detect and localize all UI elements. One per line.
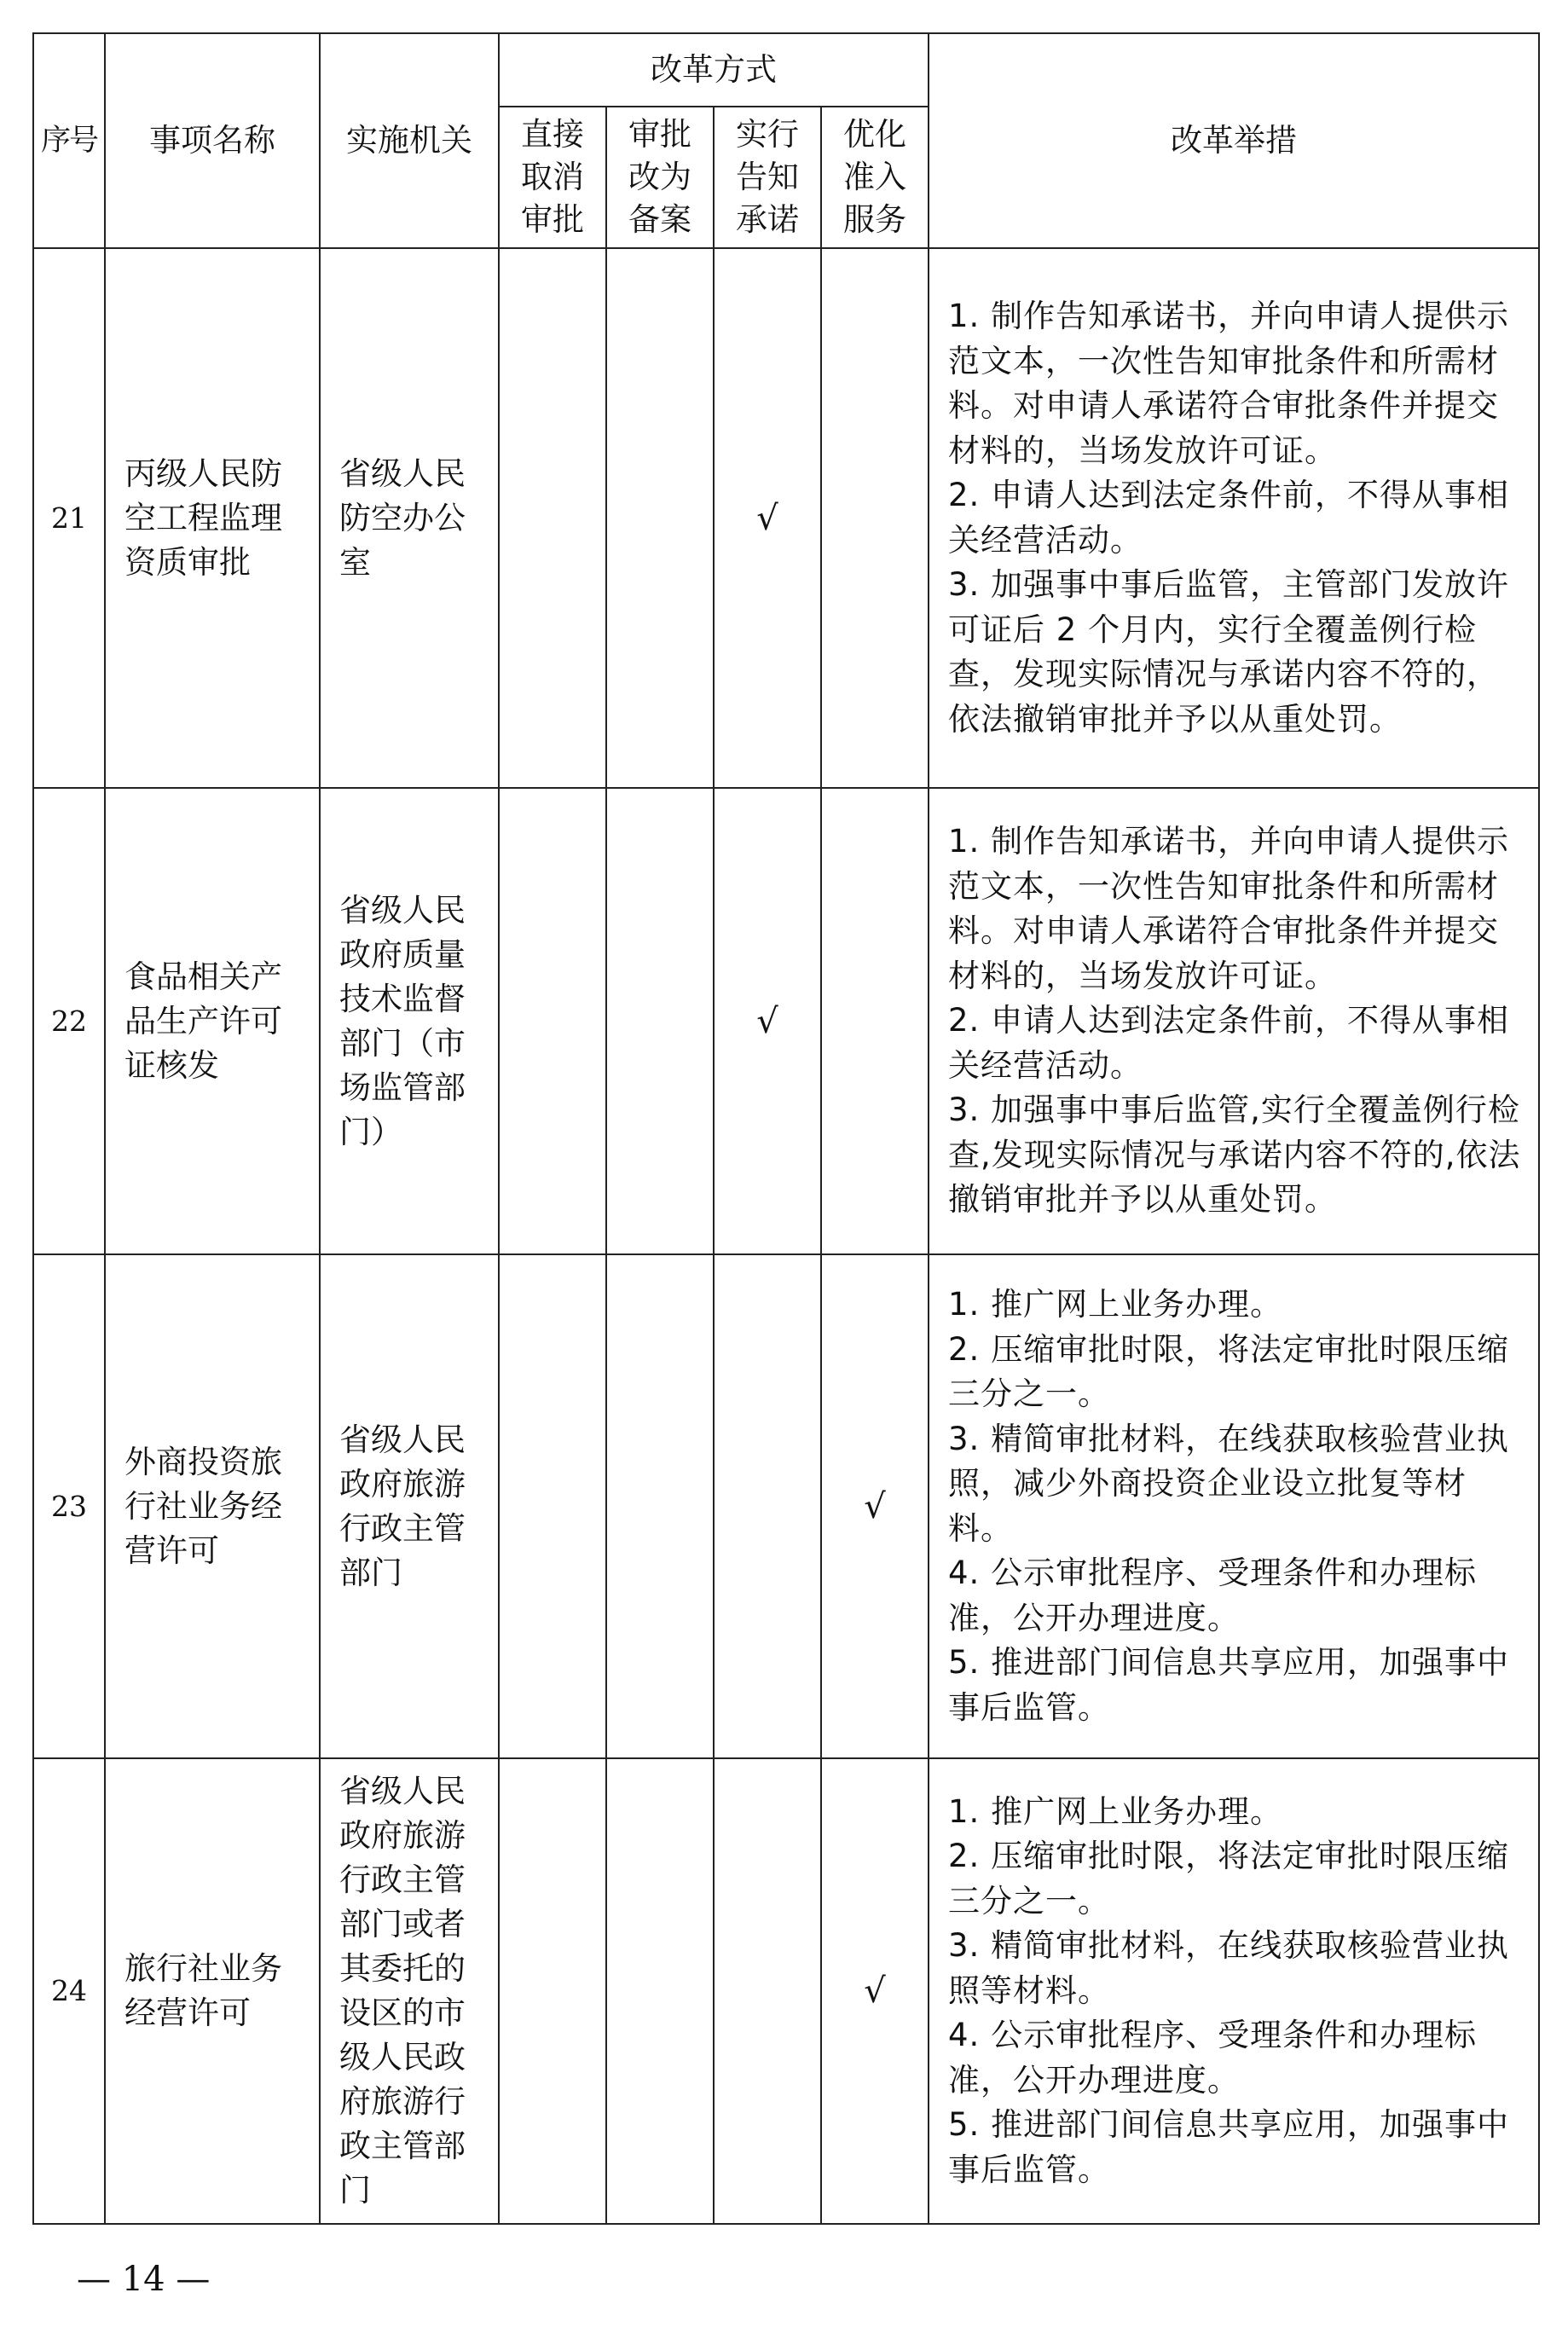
- header-agency: 实施机关: [320, 33, 499, 248]
- measure-item: 2. 压缩审批时限，将法定审批时限压缩三分之一。: [948, 1838, 1510, 1919]
- document-page: [32, 32, 1538, 2225]
- measure-item: 3. 精简审批材料，在线获取核验营业执照等材料。: [948, 1927, 1510, 2009]
- row-seq: 22: [33, 788, 105, 1254]
- check-commitment: √: [714, 788, 821, 1254]
- table-row: [33, 788, 1539, 1254]
- measure-item: 1. 推广网上业务办理。: [948, 1792, 1283, 1830]
- check-filing: [606, 1254, 714, 1758]
- measure-item: 1. 推广网上业务办理。: [948, 1286, 1283, 1323]
- page-number: — 14 —: [77, 2260, 211, 2299]
- check-filing: [606, 1758, 714, 2224]
- row-seq: 24: [33, 1758, 105, 2224]
- check-optimize: √: [821, 1254, 929, 1758]
- header-method-filing: 审批改为备案: [606, 107, 714, 248]
- measure-item: 2. 申请人达到法定条件前，不得从事相关经营活动。: [948, 1002, 1510, 1084]
- header-method-commitment: 实行告知承诺: [714, 107, 821, 248]
- table-row: [33, 1758, 1539, 2224]
- check-filing: [606, 248, 714, 788]
- check-commitment: [714, 1254, 821, 1758]
- row-measures: [929, 788, 1539, 1254]
- measure-item: 4. 公示审批程序、受理条件和办理标准，公开办理进度。: [948, 1555, 1478, 1636]
- header-reform-method: 改革方式: [499, 33, 929, 107]
- row-measures: [929, 1254, 1539, 1758]
- row-agency: 省级人民防空办公室: [320, 248, 499, 788]
- check-optimize: [821, 248, 929, 788]
- check-commitment: [714, 1758, 821, 2224]
- measure-item: 3. 精简审批材料，在线获取核验营业执照，减少外商投资企业设立批复等材料。: [948, 1420, 1510, 1547]
- measure-item: 1. 制作告知承诺书，并向申请人提供示范文本，一次性告知审批条件和所需材料。对申请人承诺符合审批条件并提交材料的，当场发放许可证。: [948, 298, 1510, 469]
- measure-item: 5. 推进部门间信息共享应用，加强事中事后监管。: [948, 1644, 1510, 1726]
- measure-item: 4. 公示审批程序、受理条件和办理标准，公开办理进度。: [948, 2017, 1478, 2099]
- table-row: [33, 248, 1539, 788]
- row-seq: 21: [33, 248, 105, 788]
- header-method-cancel: 直接取消审批: [499, 107, 606, 248]
- check-cancel: [499, 1758, 606, 2224]
- header-item-name: 事项名称: [105, 33, 320, 248]
- row-seq: 23: [33, 1254, 105, 1758]
- check-commitment: √: [714, 248, 821, 788]
- measure-item: 1. 制作告知承诺书，并向申请人提供示范文本，一次性告知审批条件和所需材料。对申请人承诺符合审批条件并提交材料的，当场发放许可证。: [948, 823, 1510, 994]
- check-filing: [606, 788, 714, 1254]
- row-item-name: 旅行社业务经营许可: [105, 1758, 320, 2224]
- measure-item: 3. 加强事中事后监管,实行全覆盖例行检查,发现实际情况与承诺内容不符的,依法撤销审批并予以从重处罚。: [948, 1091, 1521, 1219]
- measure-item: 5. 推进部门间信息共享应用，加强事中事后监管。: [948, 2106, 1510, 2188]
- table-row: [33, 1254, 1539, 1758]
- row-agency: 省级人民政府旅游行政主管部门或者其委托的设区的市级人民政府旅游行政主管部门: [320, 1758, 499, 2224]
- row-measures: [929, 1758, 1539, 2224]
- row-agency: 省级人民政府旅游行政主管部门: [320, 1254, 499, 1758]
- check-cancel: [499, 248, 606, 788]
- check-optimize: √: [821, 1758, 929, 2224]
- row-agency: 省级人民政府质量技术监督部门（市场监管部门）: [320, 788, 499, 1254]
- header-measures: 改革举措: [929, 33, 1539, 248]
- header-seq: 序号: [33, 33, 105, 248]
- measure-item: 2. 压缩审批时限，将法定审批时限压缩三分之一。: [948, 1330, 1510, 1412]
- measure-item: 2. 申请人达到法定条件前，不得从事相关经营活动。: [948, 477, 1510, 559]
- check-cancel: [499, 1254, 606, 1758]
- header-method-optimize: 优化准入服务: [821, 107, 929, 248]
- row-item-name: 外商投资旅行社业务经营许可: [105, 1254, 320, 1758]
- row-item-name: 丙级人民防空工程监理资质审批: [105, 248, 320, 788]
- reform-table: [32, 32, 1540, 2225]
- row-item-name: 食品相关产品生产许可证核发: [105, 788, 320, 1254]
- check-optimize: [821, 788, 929, 1254]
- check-cancel: [499, 788, 606, 1254]
- row-measures: [929, 248, 1539, 788]
- measure-item: 3. 加强事中事后监管，主管部门发放许可证后 2 个月内，实行全覆盖例行检查，发现实际情况与承诺内容不符的，依法撤销审批并予以从重处罚。: [948, 566, 1510, 738]
